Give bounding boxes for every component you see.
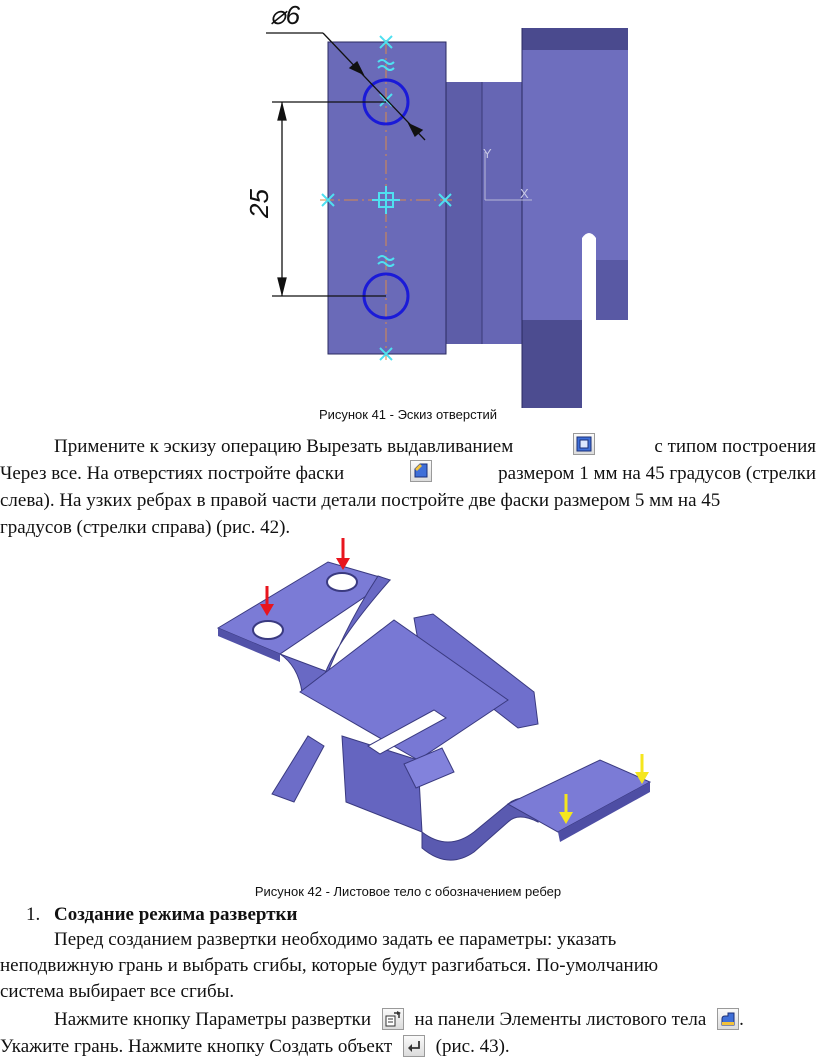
paragraph-instructions-3 — [0, 1006, 816, 1060]
text-fragment: Примените к эскизу операцию Вырезать выдавливанием — [54, 436, 514, 457]
paragraph-line — [0, 460, 816, 487]
figure-42-sheet-body — [208, 532, 664, 884]
text-fragment: . — [739, 1009, 744, 1030]
diameter-dimension: ⌀6 — [270, 0, 301, 30]
paragraph-line: слева). На узких ребрах в правой части детали постройте две фаски размером 5 мм на 45 — [0, 490, 721, 511]
section-number: 1. — [26, 904, 41, 925]
text-fragment: с типом построения — [654, 436, 816, 457]
section-title: Создание режима развертки — [54, 904, 298, 925]
section-heading — [26, 903, 297, 927]
paragraph-line — [0, 1006, 816, 1033]
create-object-icon — [403, 1035, 425, 1057]
text-fragment: на панели Элементы листового тела — [414, 1009, 707, 1030]
text-fragment: размером 1 мм на 45 градусов (стрелки — [498, 463, 816, 484]
text-fragment: Через все. На отверстиях постройте фаски — [0, 463, 345, 484]
paragraph-line: Перед созданием развертки необходимо задать ее параметры: указать — [54, 929, 617, 950]
figure-41-caption: Рисунок 41 - Эскиз отверстий — [318, 407, 498, 422]
side-face — [482, 82, 522, 344]
hole — [327, 573, 357, 591]
side-face — [445, 82, 487, 344]
chamfer-icon — [410, 460, 432, 482]
distance-dimension: 25 — [244, 189, 274, 218]
axis-x-label: X — [520, 186, 529, 201]
hole — [253, 621, 283, 639]
paragraph-line: градусов (стрелки справа) (рис. 42). — [0, 517, 291, 538]
text-fragment: Укажите грань. Нажмите кнопку Создать объект — [0, 1036, 393, 1057]
figure-41-sketch — [220, 0, 640, 410]
paragraph-line: неподвижную грань и выбрать сгибы, которые будут разгибаться. По-умолчанию — [0, 955, 659, 976]
sheet-elements-icon — [717, 1008, 739, 1030]
tab — [272, 736, 324, 802]
bottom-face — [522, 320, 582, 408]
text-fragment: Нажмите кнопку Параметры развертки — [54, 1009, 372, 1030]
text-fragment: (рис. 43). — [435, 1036, 510, 1057]
unfold-parameters-icon — [382, 1008, 404, 1030]
figure-42-caption: Рисунок 42 - Листовое тело с обозначением ребер — [254, 884, 562, 899]
paragraph-instructions-2 — [0, 927, 816, 1005]
paragraph-line: система выбирает все сгибы. — [0, 981, 235, 1002]
paragraph-line — [0, 433, 816, 460]
paragraph-line — [0, 1033, 816, 1060]
top-face — [522, 28, 628, 50]
cut-extrude-icon — [573, 433, 595, 455]
axis-y-label: Y — [483, 146, 492, 161]
paragraph-instructions-1 — [0, 433, 816, 541]
slot — [582, 233, 596, 330]
